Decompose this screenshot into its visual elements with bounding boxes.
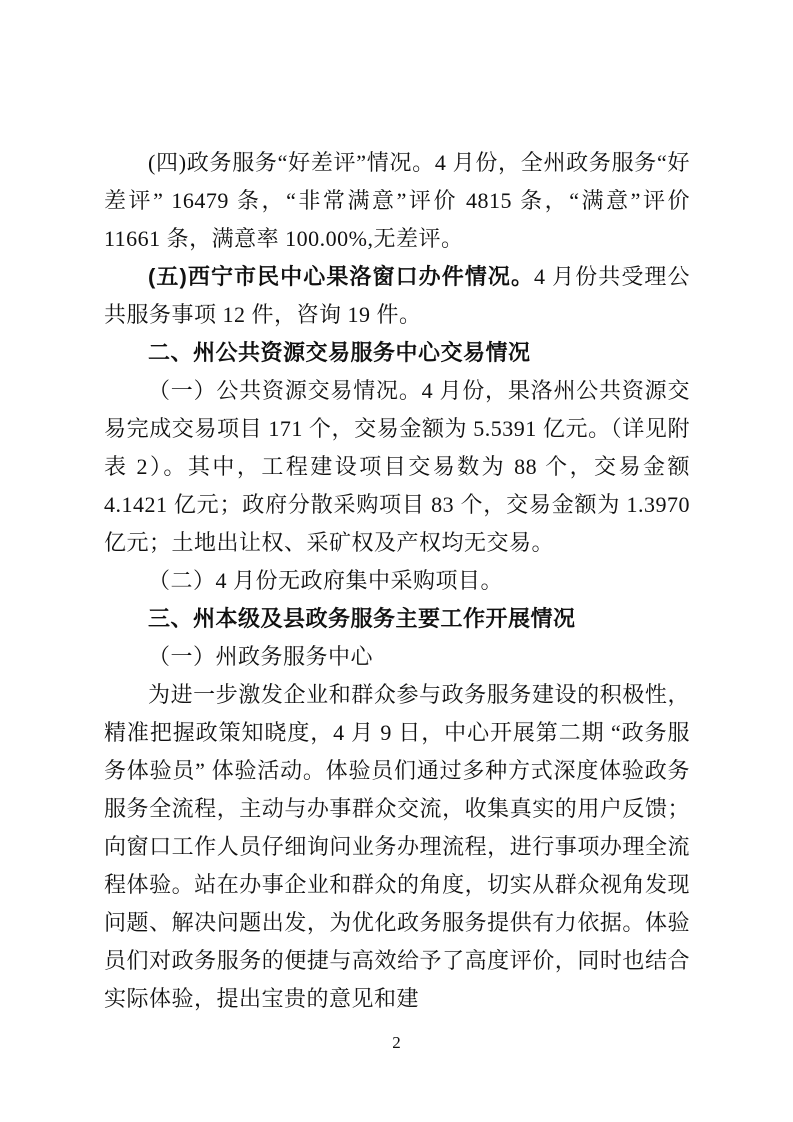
section-heading-2: 二、州公共资源交易服务中心交易情况 [148,340,531,365]
paragraph-body-run: 4 月份，全州政务服务“好差评” 16479 条，“非常满意”评价 4815 条，“满意”评价 11661 条，满意率 100.00%,无差评。 [104,150,691,251]
paragraph-no-centralized-procurement [104,562,690,600]
paragraph-lead-run: (五)西宁市民中心果洛窗口办件情况。 [148,264,535,289]
document-body [104,144,690,1018]
paragraph-experience-activity [104,676,690,1018]
paragraph-xining-window-situation [104,258,690,334]
paragraph-lead-run: （一）州政务服务中心 [148,644,374,669]
paragraph-body-run: 4 月份共受理公共服务事项 12 件，咨询 19 件。 [104,264,690,327]
paragraph-body-run: 4 月份，果洛州公共资源交易完成交易项目 171 个，交易金额为 5.5391 亿元。（详见附表 2）。其中，工程建设项目交易数为 88 个，交易金额 4.1421 亿元；政府分散采购项目 83 个，交易金额为 1.3970 亿元；土地出让权、采矿权及产权均无交易。 [104,378,690,555]
paragraph-haochaping-situation [104,144,690,258]
paragraph-public-resource-trading [104,372,690,562]
paragraph-lead-run: (四)政务服务“好差评”情况。 [148,150,435,175]
paragraph-lead-run: （二）4 月份无政府集中采购项目。 [148,568,504,593]
paragraph-body-run: 为进一步激发企业和群众参与政务服务建设的积极性，精准把握政策知晓度，4 月 9 日，中心开展第二期 “政务服务体验员” 体验活动。体验员们通过多种方式深度体验政务服务全流程，主动与办事群众交流，收集真实的用户反馈；向窗口工作人员仔细询问业务办理流程，进行事项办理全流程体验。站在办事企业和群众的角度，切实从群众视角发现问题、解决问题出发，为优化政务服务提供有力依据。体验员们对政务服务的便捷与高效给予了高度评价，同时也结合实际体验，提出宝贵的意见和建 [104,682,690,1011]
page-number: 2 [392,1033,401,1052]
paragraph-lead-run: （一）公共资源交易情况。 [148,378,422,403]
paragraph-zhou-service-center [104,638,690,676]
section-heading-3: 三、州本级及县政务服务主要工作开展情况 [148,606,576,631]
